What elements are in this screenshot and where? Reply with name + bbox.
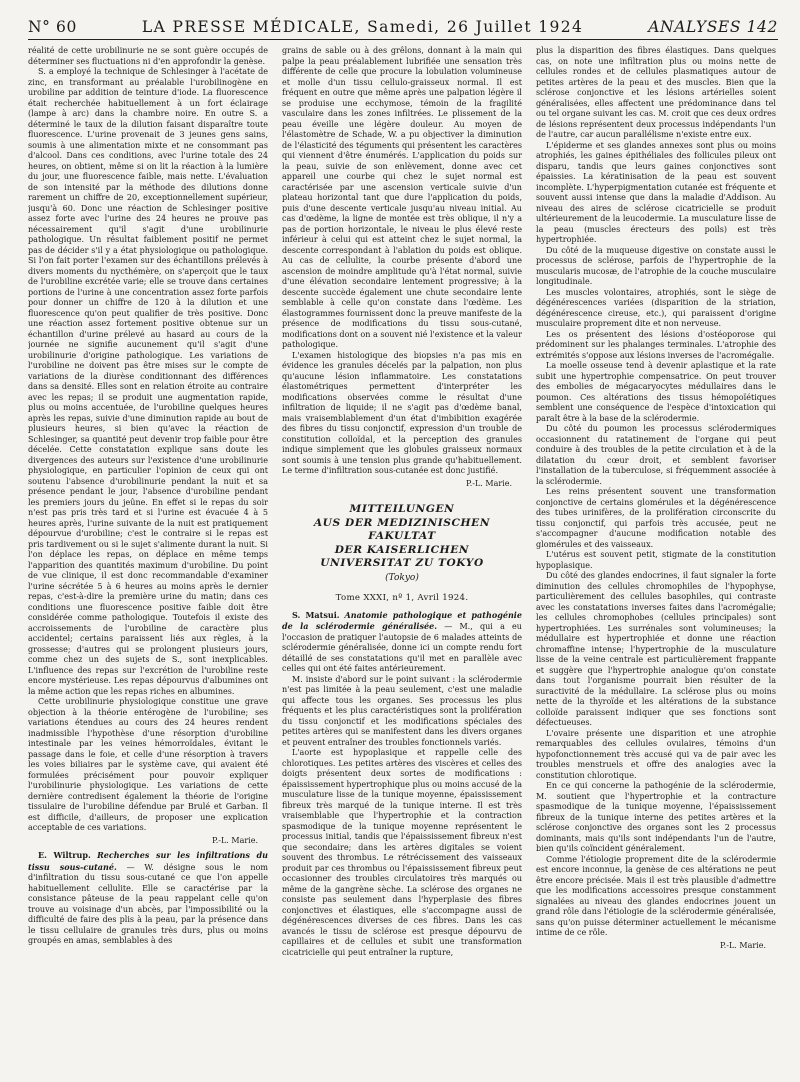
signature: P.-L. Marie. (719, 940, 766, 950)
author-name: E. Wiltrup. (38, 850, 91, 860)
article-body: — M., qui a eu l'occasion de pratiquer l'autopsie de 6 malades atteints de sclérodermie généralisée, donne ici un compte rendu fort détaillé de ses constatations qu'il met en parallèle avec celles qui ont été faites antérieurement. (282, 622, 522, 673)
paragraph: La moelle osseuse tend à devenir aplastique et la rate subit une hypertrophie compensatrice. On peut trouver des embolies de mégacaryocytes médullaires dans le poumon. Ces altérations des tissus hémopoïétiques semblent une conséquence de l'espèce d'intoxication qui paraît être à la base de la sclérodermie. (536, 361, 776, 423)
section-page: ANALYSES 142 (648, 18, 778, 36)
article-title: Recherches sur les infiltrations du tissu sous-cutané. (28, 850, 268, 872)
heading-line: UNIVERSITAT ZU TOKYO (320, 557, 484, 569)
paragraph: L'ovaire présente une disparition et une atrophie remarquables des cellules ovulaires, témoins d'un hypofonctionnement très accusé qui va de pair avec les troubles menstruels et offre des analogies avec la constitution chlorotique. (536, 728, 776, 780)
article-entry (28, 850, 268, 947)
signature: P.-L. Marie. (211, 835, 258, 845)
paragraph: L'examen histologique des biopsies n'a pas mis en évidence les granules décelés par la palpation, non plus qu'aucune lésion inflammatoire. Les constatations élastométriques permettent d'interpréter les modifications observées comme le résultat d'une infiltration de liquide; il ne s'agit pas d'œdème banal, mais vraisemblablement d'un état d'imbibition exagérée des fibres du tissu conjonctif, expression d'un trouble de constitution colloïdal, et la perception des granules indique simplement que les globules graisseux normaux sont soumis à une tension plus grande qu'habituellement. Le terme d'infiltration sous-cutanée est donc justifié. (282, 350, 522, 475)
section-heading (282, 503, 522, 571)
paragraph: L'utérus est souvent petit, stigmate de la constitution hypoplasique. (536, 550, 776, 570)
journal-title: LA PRESSE MÉDICALE, Samedi, 26 Juillet 1924 (141, 18, 584, 36)
column-1 (28, 46, 268, 1076)
paragraph: réalité de cette urobilinurie ne se sont guère occupés de déterminer ses fluctuations ni d'en approfondir la genèse. (28, 46, 268, 66)
paragraph: Les muscles volontaires, atrophiés, sont le siège de dégénérescences variées (disparition de la striation, dégénérescence cireuse, etc.), qui paraissent d'origine musculaire proprement dite et non nerveuse. (536, 287, 776, 328)
paragraph: Comme l'étiologie proprement dite de la sclérodermie est encore inconnue, la genèse de ces altérations ne peut être encore précisée. Mais il est très plausible d'admettre que les modifications accessoires presque constamment signalées au niveau des glandes endocrines jouent un grand rôle dans l'étiologie de la sclérodermie généralisée, sans qu'on puisse déterminer actuellement le mécanisme intime de ce rôle. (536, 854, 776, 937)
heading-city: (Tokyo) (385, 572, 419, 583)
paragraph: Les os présentent des lésions d'ostéoporose qui prédominent sur les phalanges terminales. L'atrophie des extrémités s'oppose aux lésions inverses de l'acromégalie. (536, 329, 776, 360)
heading-line: DER KAISERLICHEN (334, 543, 470, 556)
paragraph: grains de sable ou à des grêlons, donnant à la main qui palpe la peau préalablement lubrifiée une sensation très différente de celle que procure la lobulation volumineuse et molle d'un tissu cellulo-graisseux normal. Il est fréquent en outre que même après une palpation légère il se produise une ecchymose, témoin de la fragilité vasculaire dans les zones infiltrées. Le plissement de la peau éveille une légère douleur. Au moyen de l'élastomètre de Schade, W. a pu objectiver la diminution de l'élasticité des téguments qui présentent les caractères qui viennent d'être énumérés. L'application du poids sur la peau, suivie de son enlèvement, donne avec cet appareil une courbe qui chez le sujet normal est caractérisée par une ascension verticale suivie d'un plateau horizontal tant que dure l'application du poids, puis d'une descente verticale jusqu'au niveau initial. Au cas d'œdème, la ligne de montée est très oblique, il n'y a pas de portion horizontale, le niveau le plus élevé reste inférieur à celui qui est atteint chez le sujet normal, la descente correspondant à l'ablation du poids est oblique. Au cas de cellulite, la courbe présente d'abord une ascension de moindre amplitude qu'à l'état normal, suivie d'une élévation secondaire lentement progressive; à la descente succède également une chute secondaire lente semblable à celle qu'on constate dans l'œdème. Les élastogrammes fournissent donc la preuve manifeste de la présence de modifications du tissu sous-cutané, modifications dont on a souvent nié l'existence et la valeur pathologique. (282, 46, 522, 349)
paragraph: Les reins présentent souvent une transformation conjonctive de certains glomérules et la dégénérescence des tubes urinifères, de la prolifération circonscrite du tissu conjonctif, qui parfois très accusée, peut ne s'accompagner d'aucune modification notable des glomérules et des vaisseaux. (536, 487, 776, 549)
heading-line: MITTEILUNGEN (349, 503, 455, 515)
column-3 (536, 46, 776, 1076)
paragraph: En ce qui concerne la pathogénie de la sclérodermie, M. soutient que l'hypertrophie et la contracture spasmodique de la tunique moyenne, l'épaississement fibreux de la tunique interne des petites artères et la sclérose conjonctive des organes sont les 2 processus dominants, mais qu'ils sont indépendants l'un de l'autre, bien qu'ils coïncident généralement. (536, 781, 776, 853)
signature: P.-L. Marie. (465, 478, 512, 488)
paragraph: S. a employé la technique de Schlesinger à l'acétate de zinc, en transformant au préalable l'urobilinogène en urobiline par addition de teinture d'iode. La fluorescence était recherchée habituellement à un fort éclairage (lampe à arc) dans la chambre noire. En outre S. a déterminé le taux de la dilution faisant disparaître toute fluorescence. L'urine provenait de 3 jeunes gens sains, soumis à une alimentation mixte et ne consommant pas d'alcool. Dans ces conditions, avec l'urine totale des 24 heures, on obtient, même si on lit la réaction à la lumière du jour, une fluorescence faible, mais nette. L'évaluation de son intensité par la méthode des dilutions donne rarement un chiffre de 20, exceptionnellement supérieur, jusqu'à 60. Donc une réaction de Schlesinger positive assez forte avec l'urine des 24 heures ne prouve pas nécessairement qu'il s'agit d'une urobilinurie pathologique. Un résultat faiblement positif ne permet pas de décider s'il y a état physiologique ou pathologique. Si l'on fait porter l'examen sur des échantillons prélevés à divers moments du nycthémère, on s'aperçoit que le taux de l'urobiline excrétée varie; elle se trouve dans certaines portions de l'urine à une concentration assez forte parfois pour donner un chiffre de 120 à la dilution et une fluorescence qu'on peut qualifier de très positive. Donc une réaction assez fortement positive obtenue sur un échantillon d'urine prélevé au hasard au cours de la journée ne signifie aucunement qu'il s'agit d'une urobilinurie d'origine pathologique. Les variations de l'urobiline ne doivent pas être mises sur le compte de variations de la diurèse conditionnant des différences dans sa densité. Elles sont en relation étroite au contraire avec les repas; il se produit une augmentation rapide, plus ou moins accentuée, de l'urobiline quelques heures après les repas, suivie d'une diminution rapide au bout de plusieurs heures, si bien qu'avec la réaction de Schlesinger, sa quantité peut devenir trop faible pour être décelée. Cette constatation explique sans doute les divergences des auteurs sur l'existence d'une urobilinurie physiologique, en particulier l'opinion de ceux qui ont soutenu l'absence d'urobilinurie pendant la nuit et sa présence pendant le jour, l'absence d'urobiline pendant les premiers jours du jeûne. En effet si le repas du soir n'est pas pris très tard et si l'urine est évacuée 4 à 5 heures après, l'urine suivante de la nuit est pratiquement dépourvue d'urobiline; c'est le contraire si le repas est pris tardivement ou si le sujet s'alimente durant la nuit. Si l'on déplace les repas, on déplace en même temps l'apparition des quantités maximum d'urobiline. Du point de vue clinique, il est donc recommandable d'examiner l'urine sécrétée 5 à 6 heures au moins après le dernier repas, c'est-à-dire la première urine du matin; dans ces conditions une fluorescence positive faible doit être considérée comme pathologique. Toutefois il existe des accroissements de l'urobiline de caractère plus accidentel; certains paraissent liés aux règles, à la grossesse; d'autres qui se prolongent plusieurs jours, comme chez un des sujets de S., sont inexplicables. L'influence des repas sur l'excrétion de l'urobiline reste encore mystérieuse. Les repas dépourvus d'albumines ont la même action que les repas riches en albumines. (28, 67, 268, 696)
paragraph: Du côté de la muqueuse digestive on constate aussi le processus de sclérose, parfois de l'hypertrophie de la muscularis mucosæ, de l'atrophie de la couche musculaire longitudinale. (536, 245, 776, 286)
paragraph: Du côté du poumon les processus sclérodermiques occasionnent du ratatinement de l'organe qui peut conduire à des troubles de la petite circulation et à de la dilatation du cœur droit, et semblent favoriser l'installation de la tuberculose, si fréquemment associée à la sclérodermie. (536, 424, 776, 486)
heading-line: AUS DER MEDIZINISCHEN FAKULTAT (313, 516, 491, 542)
article-body: — W. désigne sous le nom d'infiltration du tissu sous-cutané ce que l'on appelle habituellement cellulite. Elle se caractérise par la consistance pâteuse de la peau rappelant celle qu'on trouve au voisinage d'un abcès, par l'impossibilité ou la difficulté de faire des plis à la peau, par la présence dans le tissu cellulaire de granules très durs, plus ou moins groupés en amas, semblables à des (28, 862, 269, 945)
author-name: S. Matsui. (292, 609, 340, 620)
paragraph: Cette urobilinurie physiologique constitue une grave objection à la théorie entérogène de l'urobiline; ses variations étendues au cours des 24 heures rendent inadmissible l'hypothèse d'une résorption d'urobiline intestinale par les veines hémorroïdales, évitant le passage dans le foie, et celle d'une résorption à travers les voies biliaires par le système cave, qui avaient été formulées précisément pour pouvoir expliquer l'urobilinurie physiologique. Les variations de cette dernière contredisent également la théorie de l'origine tissulaire de l'urobiline défendue par Brulé et Garban. Il est difficile, d'ailleurs, de proposer une explication acceptable de ces variations. (28, 697, 268, 832)
paragraph: L'aorte est hypoplasique et rappelle celle des chlorotiques. Les petites artères des viscères et celles des doigts présentent deux sortes de modifications : épaississement hypertrophique plus ou moins accusé de la musculature lisse de la tunique moyenne, épaississement fibreux très marqué de la tunique interne. Il est très vraisemblable que l'hypertrophie et la contraction spasmodique de la tunique moyenne représentent le processus initial, tandis que l'épaississement fibreux n'est que secondaire; dans les artères digitales se voient souvent des thrombus. Le rétrécissement des vaisseaux produit par ces thrombus ou l'épaississement fibreux peut occasionner des troubles circulatoires très marqués ou même de la gangrène sèche. La sclérose des organes ne consiste pas seulement dans l'hyperplasie des fibres conjonctives et élastiques, elle s'accompagne aussi de dégénérescences diverses de ces fibres. Dans les cas avancés le tissu de sclérose est presque dépourvu de capillaires et de cellules et subit une transformation cicatricielle qui peut entraîner la rupture, (282, 748, 522, 957)
header-rule (28, 39, 778, 40)
volume-line: Tome XXXI, nº 1, Avril 1924. (335, 593, 469, 603)
running-header (28, 18, 778, 39)
paragraph: L'épiderme et ses glandes annexes sont plus ou moins atrophiés, les gaines épithéliales des follicules pileux ont disparu, tandis que leurs gaines conjonctives sont épaissies. La kératinisation de la peau est souvent incomplète. L'hyperpigmentation cutanée est fréquente et souvent aussi intense que dans la maladie d'Addison. Au niveau des aires de sclérose cicatricielle se produit ultérieurement de la leucodermie. La musculature lisse de la peau (muscles érecteurs des poils) est très hypertrophiée. (536, 140, 776, 244)
paragraph: plus la disparition des fibres élastiques. Dans quelques cas, on note une infiltration plus ou moins nette de cellules rondes et de cellules plasmatiques autour de petites artères de la peau et des muscles. Bien que la sclérose conjonctive et les lésions artérielles soient généralisées, elles affectent une prédominance dans tel ou tel organe suivant les cas. M. croit que ces deux ordres de lésions représentent deux processus indépendants l'un de l'autre, car aucun parallélisme n'existe entre eux. (536, 46, 776, 139)
column-2 (282, 46, 522, 1076)
paragraph: Du côté des glandes endocrines, il faut signaler la forte diminution des cellules chromophiles de l'hypophyse, particulièrement des cellules basophiles, qui contraste avec les constatations inverses faites dans l'acromégalie; les cellules chromophobes (cellules principales) sont hypertrophiées. Les surrénales sont volumineuses; la médullaire est hypertrophiée et donne une réaction chromaffine intense; l'hypertrophie de la musculature lisse de la veine centrale est particulièrement frappante et suggère que l'hypertrophie analogue qu'on constate dans tout l'organisme pourrait bien résulter de la suractivité de la médullaire. La sclérose plus ou moins nette de la thyroïde et les altérations de la substance colloïde paraissent indiquer que ses fonctions sont défectueuses. (536, 571, 776, 727)
issue-number: N° 60 (28, 18, 77, 36)
article-entry (282, 610, 522, 675)
text-columns (28, 46, 778, 1076)
paragraph: M. insiste d'abord sur le point suivant : la sclérodermie n'est pas limitée à la peau seulement, c'est une maladie qui affecte tous les organes. Ses processus les plus fréquents et les plus caractéristiques sont la prolifération du tissu conjonctif et les modifications spéciales des petites artères qui se manifestent dans les divers organes et peuvent entraîner des troubles fonctionnels variés. (282, 674, 522, 747)
article-title: Anatomie pathologique et pathogénie de la sclérodermie généralisée. (282, 609, 522, 631)
